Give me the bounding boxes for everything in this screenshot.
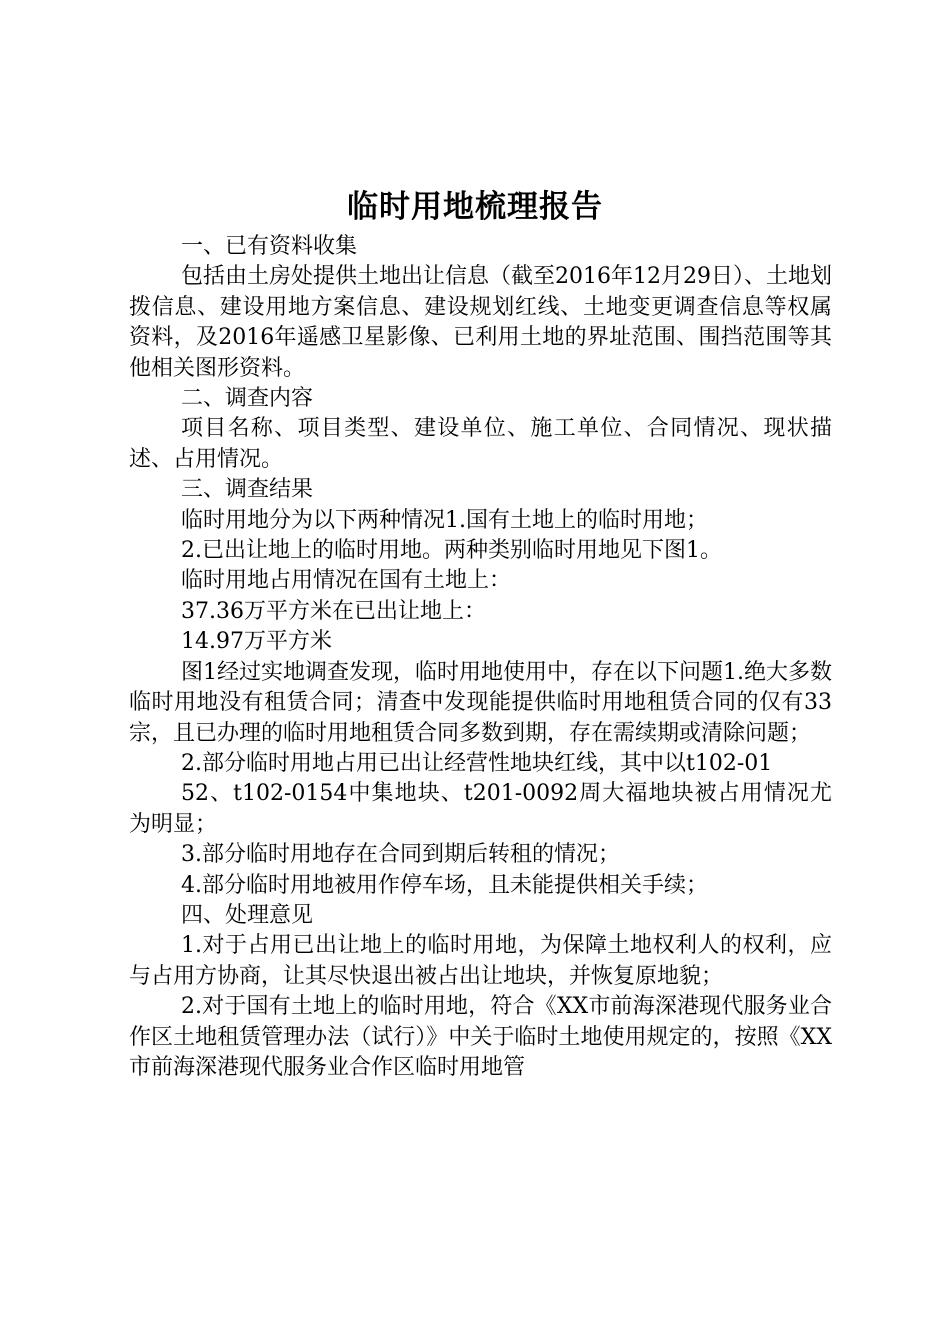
paragraph: 2.对于国有土地上的临时用地，符合《XX市前海深港现代服务业合作区土地租赁管理办法（试行）》中关于临时土地使用规定的，按照《XX市前海深港现代服务业合作区临时用地管	[129, 994, 832, 1080]
paragraph: 1.对于占用已出让地上的临时用地，为保障土地权利人的权利，应与占用方协商，让其尽快退出被占出让地块，并恢复原地貌；	[129, 933, 832, 989]
paragraph: 2.部分临时用地占用已出让经营性地块红线，其中以t102-01	[181, 750, 773, 776]
document-body	[129, 232, 832, 1083]
paragraph: 临时用地分为以下两种情况1.国有土地上的临时用地；	[181, 507, 708, 533]
paragraph: 37.36万平方米在已出让地上：	[181, 598, 486, 624]
section-heading: 三、调查结果	[181, 477, 314, 503]
paragraph: 14.97万平方米	[181, 629, 332, 655]
paragraph: 3.部分临时用地存在合同到期后转租的情况；	[181, 842, 620, 868]
paragraph: 临时用地占用情况在国有土地上：	[181, 568, 512, 594]
paragraph: 52、t102-0154中集地块、t201-0092周大福地块被占用情况尤为明显；	[129, 781, 832, 837]
section-heading: 一、已有资料收集	[181, 234, 358, 259]
paragraph: 图1经过实地调查发现，临时用地使用中，存在以下问题1.绝大多数临时用地没有租赁合同；清查中发现能提供临时用地租赁合同的仅有33宗，且已办理的临时用地租赁合同多数到期，存在需续期或清除问题；	[129, 659, 832, 746]
paragraph: 包括由土房处提供土地出让信息（截至2016年12月29日）、土地划拨信息、建设用地方案信息、建设规划红线、土地变更调查信息等权属资料，及2016年遥感卫星影像、已利用土地的界址范围、围挡范围等其他相关图形资料。	[129, 264, 832, 381]
section-heading: 二、调查内容	[181, 386, 314, 412]
paragraph: 2.已出让地上的临时用地。两种类别临时用地见下图1。	[181, 538, 722, 564]
paragraph: 4.部分临时用地被用作停车场，且未能提供相关手续；	[181, 872, 708, 898]
section-heading: 四、处理意见	[181, 902, 314, 928]
document-title: 临时用地梳理报告	[347, 189, 603, 225]
paragraph: 项目名称、项目类型、建设单位、施工单位、合同情况、现状描述、占用情况。	[129, 416, 832, 472]
